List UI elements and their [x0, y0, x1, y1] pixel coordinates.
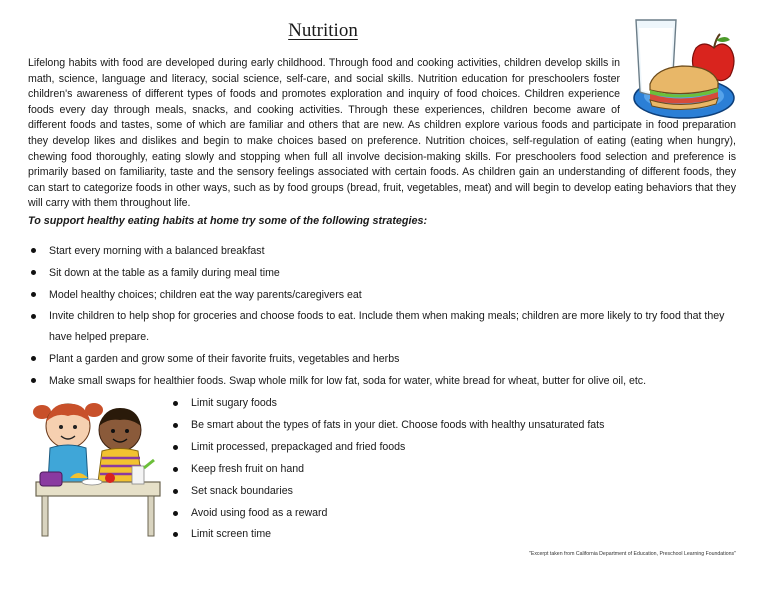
- list-item-text: Invite children to help shop for groceries and choose foods to eat. Include them when making meals; children are more likely to try food that they have helped prepare.: [49, 310, 725, 343]
- intro-paragraph: [28, 56, 736, 212]
- bullet-icon: [31, 292, 36, 297]
- bullet-icon: [173, 532, 178, 537]
- list-item: [170, 437, 630, 459]
- list-item: [28, 370, 742, 392]
- children-eating-illustration-icon: [32, 396, 164, 538]
- list-item-text: Sit down at the table as a family during meal time: [49, 267, 280, 279]
- citation: "Excerpt taken from California Department of Education, Preschool Learning Foundations": [529, 551, 736, 557]
- list-item: [28, 306, 742, 348]
- more-strategies-list: [170, 393, 630, 546]
- list-item-text: Model healthy choices; children eat the way parents/caregivers eat: [49, 289, 362, 301]
- list-item-text: Plant a garden and grow some of their favorite fruits, vegetables and herbs: [49, 353, 400, 365]
- list-item-text: Make small swaps for healthier foods. Swap whole milk for low fat, soda for water, white bread for wheat, butter for olive oil, etc.: [49, 375, 647, 387]
- page-title: Nutrition: [288, 20, 358, 41]
- bullet-icon: [173, 445, 178, 450]
- list-item-text: Keep fresh fruit on hand: [191, 462, 305, 475]
- list-item: [28, 262, 742, 284]
- list-item-text: Limit sugary foods: [191, 397, 277, 409]
- bullet-icon: [173, 489, 178, 494]
- list-item-text: Set snack boundaries: [191, 484, 293, 497]
- list-item-text: Limit processed, prepackaged and fried foods: [191, 440, 406, 453]
- bullet-icon: [173, 423, 178, 428]
- list-item: [170, 459, 630, 481]
- list-item: [170, 415, 630, 437]
- list-item: [28, 348, 742, 370]
- list-item-text: Avoid using food as a reward: [191, 506, 328, 519]
- list-item-text: Be smart about the types of fats in your diet. Choose foods with healthy unsaturated fats: [191, 418, 605, 431]
- list-item: [28, 240, 742, 262]
- list-item-text: Limit screen time: [191, 528, 272, 541]
- bullet-icon: [31, 314, 36, 319]
- list-item: [170, 503, 630, 525]
- list-item-text: Start every morning with a balanced breakfast: [49, 245, 265, 257]
- list-item: [170, 524, 630, 546]
- bullet-icon: [173, 401, 178, 406]
- bullet-icon: [31, 248, 36, 253]
- list-item: [170, 481, 630, 503]
- intro-text: Lifelong habits with food are developed during early childhood. Through food and cooking activities, children develop skills in math, science, language and literacy, social science, self-care, and social skills. Nutrition education for preschoolers foster children's awareness of different types of foods and promotes exploration and inquiry of food choices. Children experience foods every day through meals, snacks, and cooking activities. Through these experiences, children become aware of different foods and tastes, some of which are familiar and others that are new. As children explore various foods and participate in food preparation they develop likes and dislikes and begin to make choices based on preference. Nutrition choices, self-regulation of eating (eating when hungry), chewing food thoroughly, eating slowly and stopping when full all involve decision-making skills. For preschoolers food selection and preference is primarily based on familiarity, taste and the sensory feelings associated with certain foods. As children gain an understanding of different foods, they can start to categorize foods in other ways, such as by food groups (bread, fruit, vegetables, meat) and will begin to develop eating behaviors that they will carry with them throughout life.: [28, 57, 736, 210]
- bullet-icon: [31, 270, 36, 275]
- illustration-space: [620, 56, 736, 118]
- bullet-icon: [173, 467, 178, 472]
- strategies-list: [28, 240, 742, 392]
- strategies-heading: To support healthy eating habits at home try some of the following strategies:: [28, 215, 428, 227]
- bullet-icon: [173, 511, 178, 516]
- list-item: [170, 393, 630, 415]
- list-item: [28, 284, 742, 306]
- bullet-icon: [31, 378, 36, 383]
- bullet-icon: [31, 356, 36, 361]
